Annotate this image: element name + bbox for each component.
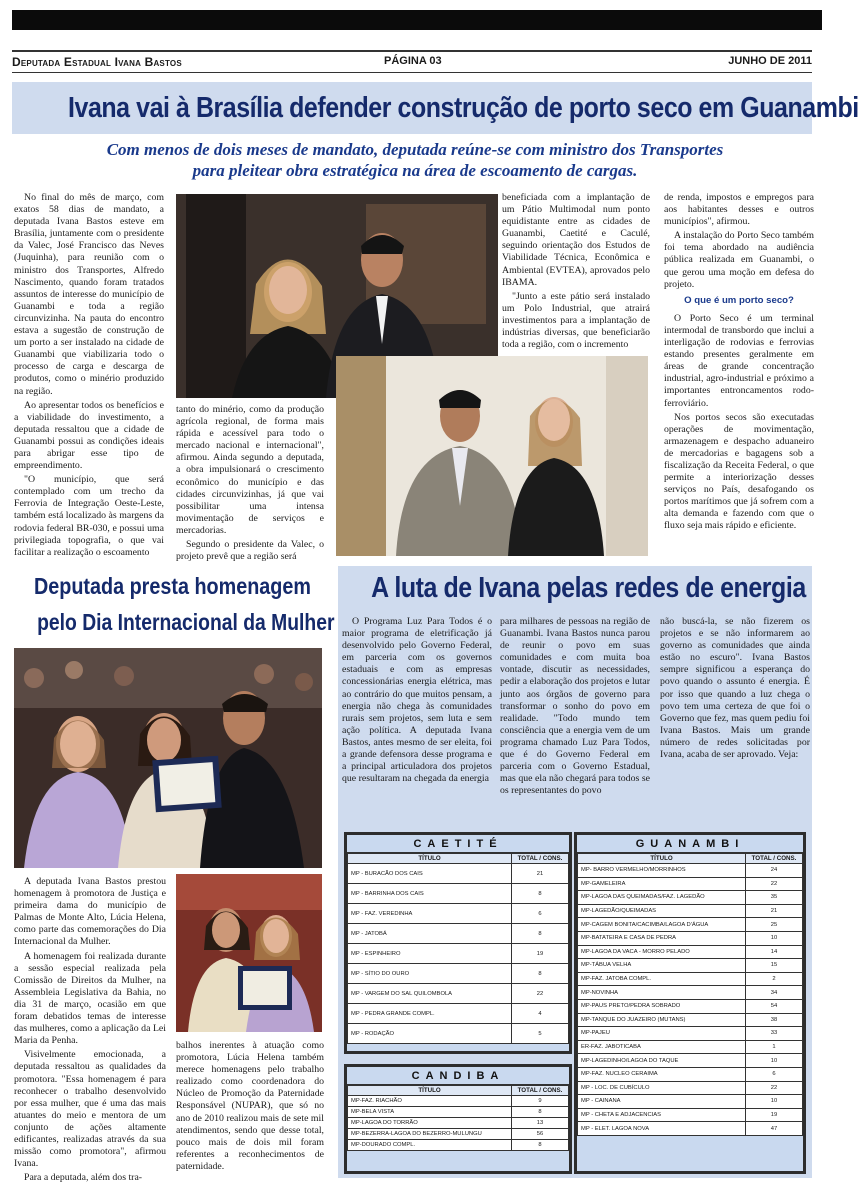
paragraph: A homenagem foi realizada durante a sessão especial realizada pela Comissão de Direitos da Mulher, na Assembleia Legislativa da Bahia, no dia 31 de março, ocasião em que foram debatidos temas de interesse das mulheres, como a aplicação da Lei Maria da Penha. — [14, 950, 166, 1047]
cell-title: MP - SÍTIO DO OURO — [348, 964, 512, 984]
women-headline-line-2: pelo Dia Internacional da Mulher — [37, 609, 335, 635]
cell-title: MP-TÁBUA VELHA — [578, 959, 746, 973]
cell-total: 22 — [746, 877, 803, 891]
table-row — [578, 904, 803, 918]
cell-total: 19 — [746, 1108, 803, 1122]
cell-title: MP-LAGEDINHO/LAGOA DO TAQUE — [578, 1054, 746, 1068]
cell-title: MP-PAUS PRETO/PEDRA SOBRADO — [578, 999, 746, 1013]
photo-homage-ceremony — [14, 648, 322, 868]
cell-total: 8 — [512, 884, 569, 904]
table-row — [578, 959, 803, 973]
paragraph: Nos portos secos são executadas operações de movimentação, armazenagem e despacho aduaneiro de mercadorias e bagagens sob a fiscalização da Receita Federal, o que permite a interiorização desses serviços no País, desafogando os portos marítimos que já sofrem com a alta demanda e fazendo com que o fluxo seja mais rápido e eficiente. — [664, 411, 814, 532]
table-header-row — [578, 854, 803, 864]
table-row — [578, 1013, 803, 1027]
cell-total: 10 — [746, 1095, 803, 1109]
table-row — [578, 864, 803, 878]
table-row — [578, 1054, 803, 1068]
main-headline-band — [12, 82, 859, 134]
energy-headline-band — [338, 566, 812, 610]
cell-title: MP - VARGEM DO SAL QUILOMBOLA — [348, 984, 512, 1004]
column-header-total: TOTAL / CONS. — [512, 1086, 569, 1096]
cell-total: 8 — [512, 1140, 569, 1151]
paragraph: A instalação do Porto Seco também foi tema abordado na audiência pública realizada em Guanambi, o que gerou uma moção em defesa do projeto. — [664, 230, 814, 290]
cell-title: MP-LAGOA DA VACA - MORRO PELADO — [578, 945, 746, 959]
cell-total: 47 — [746, 1122, 803, 1136]
paragraph: Segundo o presidente da Valec, o projeto prevê que a região será — [176, 539, 324, 563]
photo-honoree-with-plaque — [176, 874, 322, 1032]
photo-deputy-with-valec-president — [336, 356, 648, 556]
cell-title: MP-PAJEU — [578, 1027, 746, 1041]
table-guanambi — [574, 832, 806, 1174]
table-row — [578, 986, 803, 1000]
cell-title: MP - CHETA E ADJACENCIAS — [578, 1108, 746, 1122]
main-headline: Ivana vai à Brasília defender construção de porto seco em Guanambi — [68, 92, 859, 124]
cell-title: MP-TANQUE DO JUAZEIRO (MUTANS) — [578, 1013, 746, 1027]
cell-title: MP - BARRINHA DOS CAIS — [348, 884, 512, 904]
main-article-col2 — [176, 404, 324, 563]
table-row — [348, 884, 569, 904]
energy-headline: A luta de Ivana pelas redes de energia — [371, 572, 806, 604]
top-black-bar — [12, 10, 822, 30]
cell-title: MP- BARRO VERMELHO/MORRINHOS — [578, 864, 746, 878]
paragraph: Ao apresentar todos os benefícios e a viabilidade do investimento, a deputada ressaltou que a cidade de Guanambi possui as condições ideais para abrigar esse tipo de empreendimento. — [14, 399, 164, 472]
cell-title: MP-NOVINHA — [578, 986, 746, 1000]
energy-article-col1 — [342, 616, 492, 824]
column-header-total: TOTAL / CONS. — [746, 854, 803, 864]
cell-title: MP-FAZ. RIACHÃO — [348, 1096, 512, 1107]
main-article-col1 — [14, 192, 164, 558]
cell-total: 6 — [512, 904, 569, 924]
women-article-headline-band — [12, 568, 335, 644]
cell-total: 22 — [512, 984, 569, 1004]
table-row — [578, 1027, 803, 1041]
paragraph: beneficiada com a implantação de um Pátio Multimodal num ponto equidistante entre as cidades de Guanambi, Caetité e Caculé, seguindo orientação dos Estudos de Viabilidade Técnica, Econômica e Ambiental (EVTEA), aprovados pelo IBAMA. — [502, 192, 650, 288]
table-row — [348, 1140, 569, 1151]
main-article-col3 — [502, 192, 650, 352]
cell-total: 4 — [512, 1004, 569, 1024]
cell-total: 21 — [512, 864, 569, 884]
cell-title: MP-FAZ. NUCLEO CERAIMA — [578, 1067, 746, 1081]
cell-title: MP-BATATEIRA E CASA DE PEDRA — [578, 931, 746, 945]
table-row — [578, 972, 803, 986]
cell-title: MP - PEDRA GRANDE COMPL. — [348, 1004, 512, 1024]
table-caetite — [344, 832, 572, 1054]
table-row — [578, 891, 803, 905]
paragraph: tanto do minério, como da produção agrícola regional, de forma mais rápida e acessível para todo o mercado nacional e internacional", afirmou. Ainda segundo a deputada, a obra impulsionará o crescimento econômico do município e das cidades circunvizinhas, já que vai possibilitar uma intensa movimentação de serviços e mercadorias. — [176, 404, 324, 536]
table-row — [578, 1122, 803, 1136]
cell-total: 38 — [746, 1013, 803, 1027]
cell-total: 25 — [746, 918, 803, 932]
cell-title: MP - ESPINHEIRO — [348, 944, 512, 964]
table-caption: GUANAMBI — [577, 835, 803, 853]
table-caption: CANDIBA — [347, 1067, 569, 1085]
women-headline-line-1: Deputada presta homenagem — [33, 573, 311, 599]
issue-date: JUNHO DE 2011 — [728, 55, 812, 67]
paragraph: O Programa Luz Para Todos é o maior programa de eletrificação já desenvolvido pelo Governo Federal, em parceria com os governos estaduais e com as empresas concessionárias energia elétrica, mas ao contrário do que muitos pensam, a energia não chega às comunidades rurais sem projetos, sem luta e sem ação política. A deputada Ivana Bastos, antes mesmo de ser eleita, foi a grande defensora desse programa e a principal articuladora dos projetos que resultaram na chegada da energia — [342, 616, 492, 785]
cell-title: MP-CAGEM BONITA/CACIMBA/LAGOA D'ÁGUA — [578, 918, 746, 932]
cell-title: MP-GAMELEIRA — [578, 877, 746, 891]
cell-title: MP - JATOBÁ — [348, 924, 512, 944]
paragraph: balhos inerentes à atuação como promotora, Lúcia Helena também merece homenagens pelo trabalho realizado como coordenadora do Núcleo de Promoção da Paternidade Responsável (NUPAR), que só no ano de 2010 realizou mais de sete mil atendimentos, sendo que desse total, pouco mais de dois mil foram referentes a reconhecimentos de paternidade. — [176, 1040, 324, 1172]
paragraph: "O município, que será contemplado com um trecho da Ferrovia de Integração Oeste-Leste, também está localizado às margens da rodovia federal BR-030, e possui uma privilegiada topografia, o que vai facilitar a realização o escoamento — [14, 474, 164, 558]
cell-total: 34 — [746, 986, 803, 1000]
table-row — [348, 1096, 569, 1107]
cell-title: MP - ELET. LAGOA NOVA — [578, 1122, 746, 1136]
cell-total: 35 — [746, 891, 803, 905]
paragraph: não buscá-la, se não fizerem os projetos e se não informarem ao governo as comunidades que ainda estão no escuro". Ivana Bastos sempre significou a esperança do povo quando o assunto é energia. É por isso que quando a luz chega o povo tem uma certeza de que foi o Governo que fez, mas quem pediu foi Ivana Bastos. Mais um grande número de redes solicitadas por Ivana, acaba de ser aprovado. Veja: — [660, 616, 810, 761]
table-row — [348, 864, 569, 884]
cell-total: 21 — [746, 904, 803, 918]
cell-total: 13 — [512, 1118, 569, 1129]
photo-illustration — [336, 356, 648, 556]
table-row — [578, 1067, 803, 1081]
photo-illustration — [14, 648, 322, 868]
paragraph: No final do mês de março, com exatos 58 dias de mandato, a deputada Ivana Bastos esteve em Brasília, juntamente com o presidente da Valec, José Francisco das Neves (Juquinha), para reunião com o ministro dos Transportes, Alfredo Nascimento, quando foram tratados assuntos de interesse do município de Guanambi e toda a região circunvizinha. Na pauta do encontro estava a sugestão de construção de um porto a ser instalado na cidade de Guanambi que viabilizaria todo o processo de carga e descarga de produtos, como o minério produzido na região. — [14, 192, 164, 397]
table-row — [578, 1095, 803, 1109]
photo-illustration — [176, 874, 322, 1032]
column-header-title: TÍTULO — [348, 1086, 512, 1096]
data-table — [347, 853, 569, 1044]
cell-title: MP - RODAÇÃO — [348, 1024, 512, 1044]
cell-title: MP - BURACÃO DOS CAIS — [348, 864, 512, 884]
main-subhead — [20, 139, 810, 181]
women-article-col1 — [14, 876, 166, 1184]
energy-article-col2 — [500, 616, 650, 824]
cell-total: 2 — [746, 972, 803, 986]
cell-title: MP-BEZERRA-LAGOA DO BEZERRO-MULUNGU — [348, 1129, 512, 1140]
table-header-row — [348, 854, 569, 864]
cell-total: 24 — [746, 864, 803, 878]
data-table — [347, 1085, 569, 1151]
main-article-col4 — [664, 192, 814, 554]
paragraph: A deputada Ivana Bastos prestou homenagem à promotora de Justiça e primeira dama do município de Palmas de Monte Alto, Lúcia Helena, como parte das comemorações do Dia Internacional da Mulher. — [14, 876, 166, 948]
cell-title: MP-BELA VISTA — [348, 1107, 512, 1118]
table-row — [348, 1004, 569, 1024]
cell-total: 9 — [512, 1096, 569, 1107]
table-candiba — [344, 1064, 572, 1174]
cell-total: 54 — [746, 999, 803, 1013]
table-row — [578, 1108, 803, 1122]
cell-total: 1 — [746, 1040, 803, 1054]
table-row — [578, 999, 803, 1013]
table-caption: CAETITÉ — [347, 835, 569, 853]
cell-total: 33 — [746, 1027, 803, 1041]
energy-article-col3 — [660, 616, 810, 824]
cell-total: 8 — [512, 964, 569, 984]
cell-total: 14 — [746, 945, 803, 959]
subhead-line-2: para pleitear obra estratégica na área de escoamento de cargas. — [192, 161, 638, 180]
table-row — [348, 924, 569, 944]
table-row — [578, 945, 803, 959]
table-row — [578, 1081, 803, 1095]
cell-total: 22 — [746, 1081, 803, 1095]
paragraph: Para a deputada, além dos tra- — [24, 1172, 143, 1184]
cell-total: 15 — [746, 959, 803, 973]
publication-name: Deputada Estadual Ivana Bastos — [12, 55, 182, 69]
cell-total: 19 — [512, 944, 569, 964]
cell-title: MP-LAGEDÃO/QUEIMADAS — [578, 904, 746, 918]
table-row — [578, 918, 803, 932]
column-header-title: TÍTULO — [348, 854, 512, 864]
cell-title: MP-LAGOA DAS QUEIMADAS/FAZ. LAGEDÃO — [578, 891, 746, 905]
table-row — [578, 1040, 803, 1054]
cell-title: ER-FAZ. JABOTICABA — [578, 1040, 746, 1054]
table-row — [348, 1107, 569, 1118]
cell-title: MP-FAZ. JATOBA COMPL. — [578, 972, 746, 986]
cell-total: 10 — [746, 931, 803, 945]
table-row — [578, 931, 803, 945]
cell-title: MP-LAGOA DO TORRÃO — [348, 1118, 512, 1129]
page-number: PÁGINA 03 — [384, 55, 442, 67]
cell-title: MP-DOURADO COMPL. — [348, 1140, 512, 1151]
cell-total: 5 — [512, 1024, 569, 1044]
table-row — [348, 1118, 569, 1129]
subhead-line-1: Com menos de dois meses de mandato, deputada reúne-se com ministro dos Transportes — [106, 140, 724, 159]
paragraph: O Porto Seco é um terminal intermodal de transbordo que inclui a interligação de rodovias e ferrovias estando presentes geralmente em áreas de grande concentração industrial, agro-industrial e próximo a importantes entroncamentos rodo-ferroviário. — [664, 312, 814, 409]
cell-total: 6 — [746, 1067, 803, 1081]
data-table — [577, 853, 803, 1136]
cell-total: 56 — [512, 1129, 569, 1140]
paragraph: para milhares de pessoas na região de Guanambi. Ivana Bastos nunca parou de reunir o povo em suas comunidades e com muita boa vontade, discutir as necessidades, pedir a elaboração dos projetos e lutar junto aos órgãos de governo para transformar o sonho do povo em realidade. "Todo mundo tem consciência que a energia vem de um programa chamado Luz Para Todos, que é do Governo Federal em parceria com o Governo Estadual, mas que ela não chegará para todos se os representantes do povo — [500, 616, 650, 797]
cell-total: 8 — [512, 1107, 569, 1118]
cell-total: 8 — [512, 924, 569, 944]
cell-title: MP - FAZ. VEREDINHA — [348, 904, 512, 924]
paragraph: "Junto a este pátio será instalado um Polo Industrial, que atrairá investimentos para a implantação de indústrias diversas, que beneficiarão toda a região, com o incremento — [502, 290, 650, 351]
cell-total: 10 — [746, 1054, 803, 1068]
table-row — [578, 877, 803, 891]
table-row — [348, 984, 569, 1004]
table-header-row — [348, 1086, 569, 1096]
women-article-col2 — [176, 1040, 324, 1174]
table-row — [348, 964, 569, 984]
paragraph: de renda, impostos e empregos para aos habitantes desses e outros municípios", afirmou. — [664, 192, 814, 228]
table-row — [348, 1129, 569, 1140]
table-row — [348, 944, 569, 964]
page-header — [12, 50, 812, 73]
column-header-title: TÍTULO — [578, 854, 746, 864]
table-row — [348, 1024, 569, 1044]
column-header-total: TOTAL / CONS. — [512, 854, 569, 864]
paragraph: Visivelmente emocionada, a deputada ressaltou as qualidades da promotora. "Essa homenagem é para reconhecer o trabalho desenvolvido por essa mulher, que é uma das mais atuantes do meio e mentora de um conjunto de ações altamente edificantes, realizadas através da sua missão como promotora", afirmou Ivana. — [14, 1049, 166, 1170]
cell-title: MP - LOC. DE CUBÍCULO — [578, 1081, 746, 1095]
table-row — [348, 904, 569, 924]
question-heading: O que é um porto seco? — [684, 294, 794, 306]
cell-title: MP - CAINANA — [578, 1095, 746, 1109]
